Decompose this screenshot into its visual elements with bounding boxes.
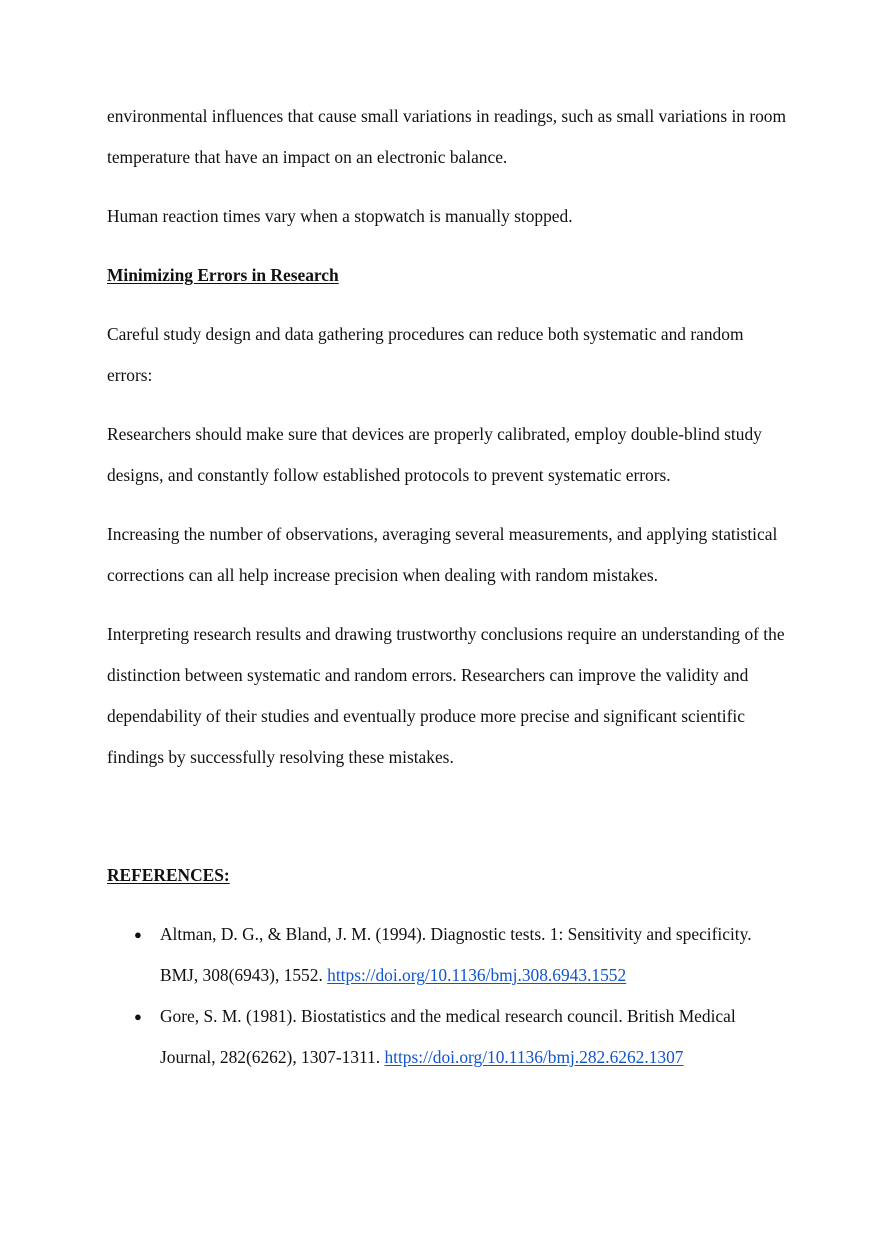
paragraph-human-reaction: Human reaction times vary when a stopwatch is manually stopped. (107, 206, 573, 226)
references-heading: REFERENCES: (107, 865, 230, 885)
reference-text: Altman, D. G., & Bland, J. M. (1994). Diagnostic tests. 1: Sensitivity and specificity. BMJ, 308(6943), 1552. (160, 924, 752, 985)
section-heading: Minimizing Errors in Research (107, 265, 339, 285)
paragraph-conclusion: Interpreting research results and drawing trustworthy conclusions require an understanding of the distinction between systematic and random errors. Researchers can improve the validity and dependability of their studies and eventually produce more precise and significant scientific findings by successfully resolving these mistakes. (107, 624, 785, 767)
bullet-icon: ● (134, 927, 142, 942)
reference-doi-link[interactable]: https://doi.org/10.1136/bmj.282.6262.1307 (384, 1047, 684, 1067)
paragraph-environmental-influences: environmental influences that cause small variations in readings, such as small variations in room temperature that have an impact on an electronic balance. (107, 106, 787, 167)
reference-item (107, 914, 787, 996)
paragraph-random-mitigation: Increasing the number of observations, averaging several measurements, and applying statistical corrections can all help increase precision when dealing with random mistakes. (107, 524, 778, 585)
paragraph-systematic-prevention: Researchers should make sure that devices are properly calibrated, employ double-blind study designs, and constantly follow established protocols to prevent systematic errors. (107, 424, 762, 485)
bullet-icon: ● (134, 1009, 142, 1024)
reference-item (107, 996, 787, 1078)
reference-text: Gore, S. M. (1981). Biostatistics and the medical research council. British Medical Journal, 282(6262), 1307-1311. (160, 1006, 736, 1067)
document-content (107, 96, 787, 1078)
paragraph-careful-design: Careful study design and data gathering procedures can reduce both systematic and random errors: (107, 324, 744, 385)
reference-doi-link[interactable]: https://doi.org/10.1136/bmj.308.6943.1552 (327, 965, 627, 985)
references-list (107, 914, 787, 1078)
